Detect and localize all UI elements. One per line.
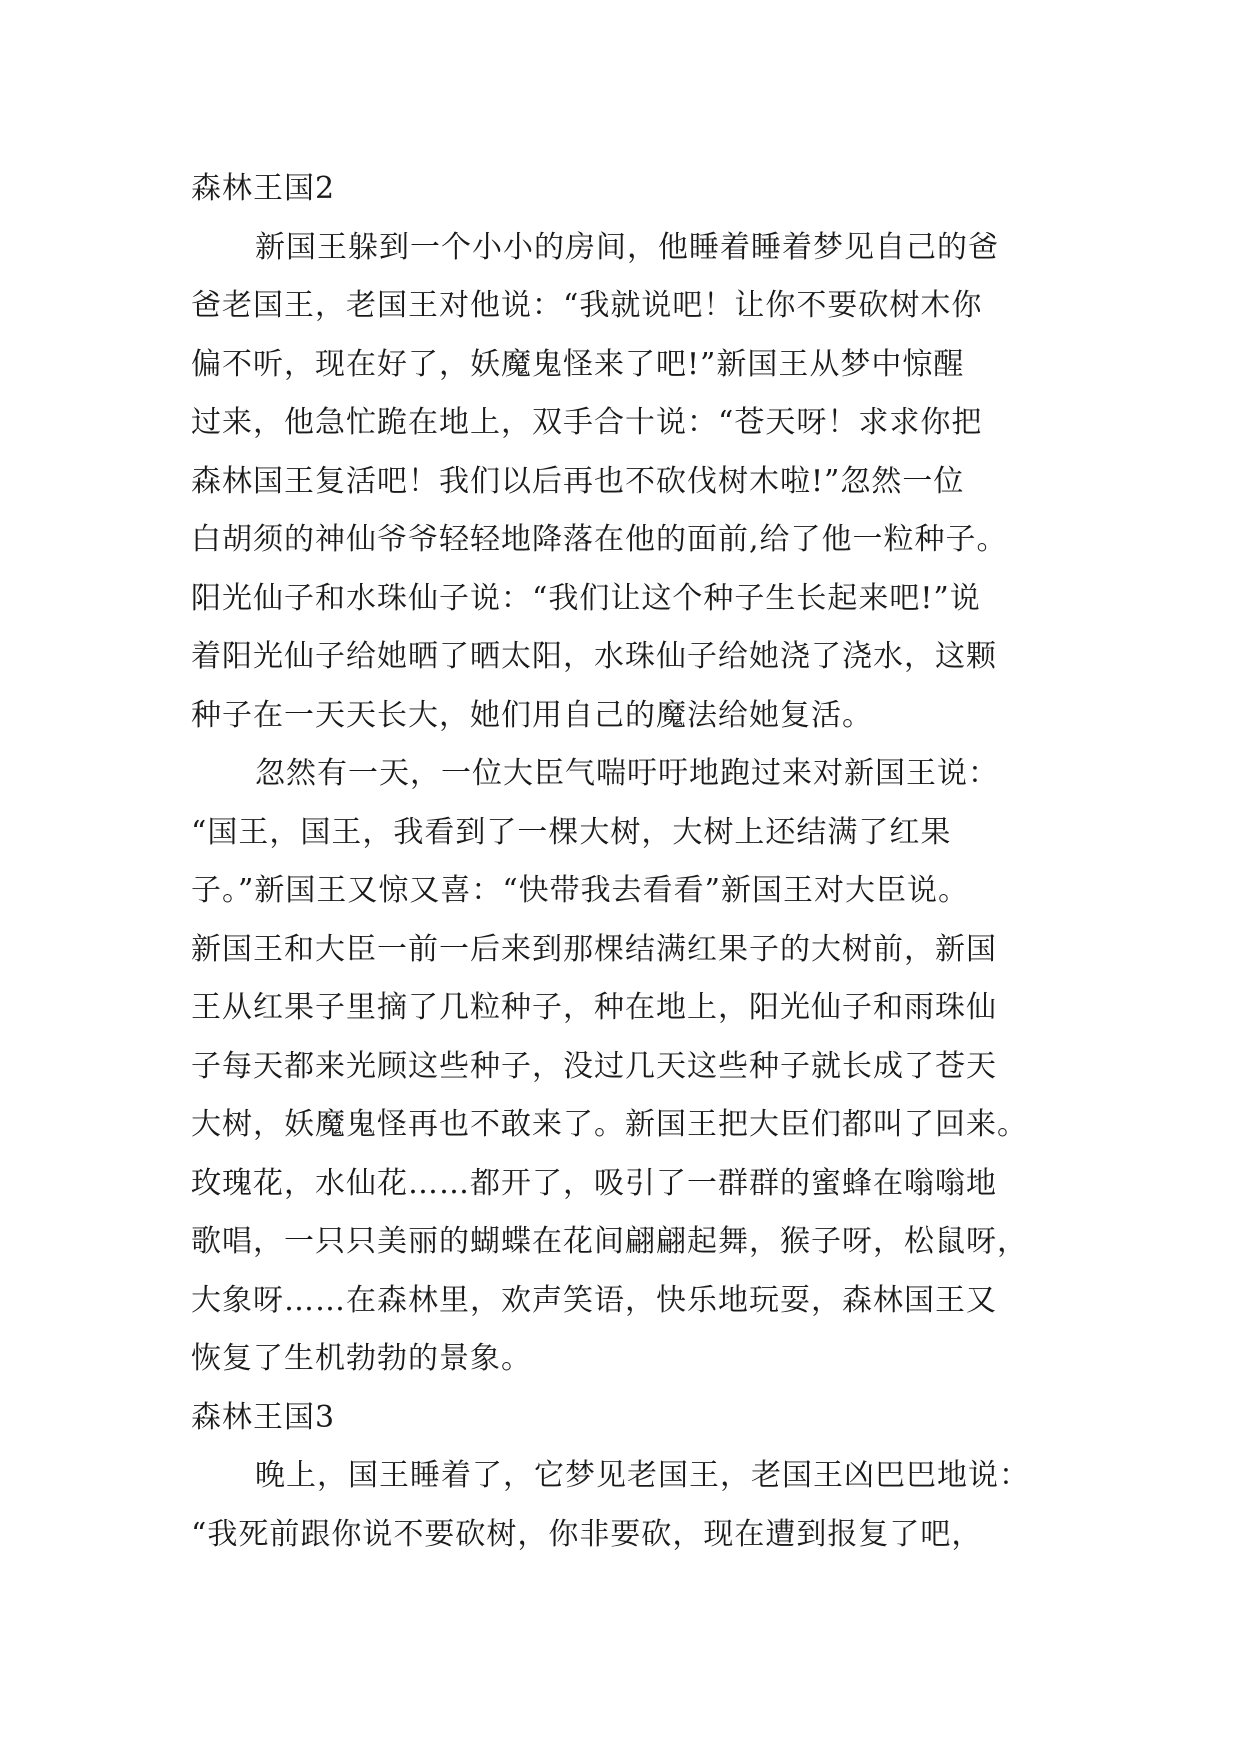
document-page bbox=[191, 160, 1051, 1564]
text-line: 白胡须的神仙爷爷轻轻地降落在他的面前,给了他一粒种子。 bbox=[191, 522, 1008, 557]
text-line: 子。”新国王又惊又喜：“快带我去看看”新国王对大臣说。 bbox=[191, 873, 970, 908]
text-line: 过来，他急忙跪在地上，双手合十说：“苍天呀！求求你把 bbox=[191, 405, 983, 440]
text-line: 忽然有一天，一位大臣气喘吁吁地跑过来对新国王说： bbox=[255, 756, 999, 791]
text-line: 王从红果子里摘了几粒种子，种在地上，阳光仙子和雨珠仙 bbox=[191, 990, 997, 1025]
text-line: “我死前跟你说不要砍树，你非要砍，现在遭到报复了吧， bbox=[191, 1516, 983, 1552]
text-line: 晚上，国王睡着了，它梦见老国王，老国王凶巴巴地说： bbox=[255, 1458, 1030, 1493]
text-line: 森林国王复活吧！我们以后再也不砍伐树木啦!”忽然一位 bbox=[191, 463, 965, 499]
section-heading: 森林王国2 bbox=[191, 171, 336, 206]
text-line: 阳光仙子和水珠仙子说：“我们让这个种子生长起来吧!”说 bbox=[191, 580, 981, 616]
section-heading: 森林王国3 bbox=[191, 1399, 336, 1435]
paragraph bbox=[191, 219, 1051, 746]
text-line: 玫瑰花，水仙花……都开了，吸引了一群群的蜜蜂在嗡嗡地 bbox=[191, 1165, 997, 1201]
text-line: 新国王和大臣一前一后来到那棵结满红果子的大树前，新国 bbox=[191, 931, 997, 967]
text-line: 大象呀……在森林里，欢声笑语，快乐地玩耍，森林国王又 bbox=[191, 1282, 997, 1318]
text-line: 子每天都来光顾这些种子，没过几天这些种子就长成了苍天 bbox=[191, 1048, 997, 1084]
paragraph bbox=[191, 745, 1051, 1389]
text-line: 偏不听，现在好了，妖魔鬼怪来了吧!”新国王从梦中惊醒 bbox=[191, 346, 965, 382]
text-line: 歌唱，一只只美丽的蝴蝶在花间翩翩起舞，猴子呀，松鼠呀， bbox=[191, 1224, 1028, 1259]
text-line: 着阳光仙子给她晒了晒太阳，水珠仙子给她浇了浇水，这颗 bbox=[191, 639, 997, 674]
text-line: 爸老国王，老国王对他说：“我就说吧！让你不要砍树木你 bbox=[191, 288, 983, 323]
text-line: 种子在一天天长大，她们用自己的魔法给她复活。 bbox=[191, 697, 873, 733]
text-line: “国王，国王，我看到了一棵大树，大树上还结满了红果 bbox=[191, 814, 952, 850]
text-line: 大树，妖魔鬼怪再也不敢来了。新国王把大臣们都叫了回来。 bbox=[191, 1107, 1028, 1142]
text-line: 恢复了生机勃勃的景象。 bbox=[191, 1341, 532, 1376]
paragraph bbox=[191, 1447, 1051, 1564]
text-line: 新国王躲到一个小小的房间，他睡着睡着梦见自己的爸 bbox=[255, 229, 999, 265]
